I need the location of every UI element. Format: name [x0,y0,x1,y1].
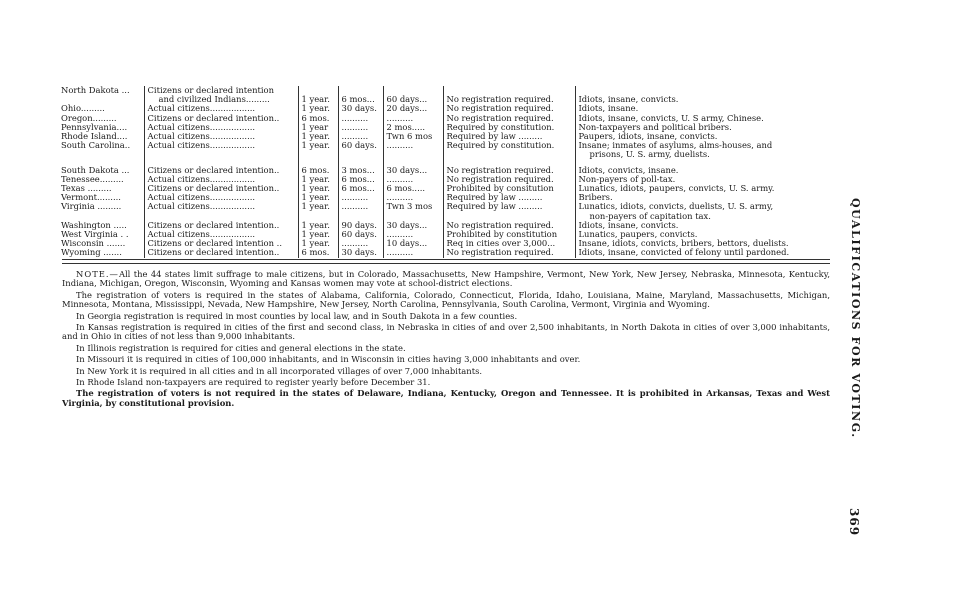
state-residence-cell: 1 year. [298,95,338,104]
disqualified-cell: Idiots, insane, convicts. [575,221,825,230]
registration-cell: Required by constitution. [443,141,575,150]
table-row [58,123,825,132]
citizenship-cell: Actual citizens................. [144,202,298,211]
precinct-residence-cell: .......... [383,248,443,257]
registration-cell: No registration required. [443,221,575,230]
citizenship-cell: Citizens or declared intention.. [144,221,298,230]
state-residence-cell: 1 year. [298,193,338,202]
table-row [58,202,825,211]
disqualified-cell: Non-taxpayers and political bribers. [575,123,825,132]
county-residence-cell: 60 days. [338,141,383,150]
registration-cell: Required by constitution. [443,123,575,132]
registration-cell [443,86,575,95]
table-row [58,193,825,202]
precinct-residence-cell [383,212,443,221]
precinct-residence-cell: 60 days... [383,95,443,104]
page-number: 369 [847,508,861,537]
table-row [58,150,825,159]
state-residence-cell: 1 year. [298,202,338,211]
state-cell: Ohio......... [61,104,105,114]
registration-cell: Required by law ......... [443,132,575,141]
county-residence-cell: 30 days. [338,248,383,257]
county-residence-cell [338,150,383,159]
disqualified-cell: Idiots, convicts, insane. [575,160,825,175]
citizenship-cell: Actual citizens................. [144,193,298,202]
note-paragraph-5: In Illinois registration is required for cities and general elections in the state. [76,342,406,353]
note-paragraph-9: The registration of voters is not required in the states of Delaware, Indiana, Kentucky, Oregon and Tennessee. It is prohibited in Arkansas, Texas and West Virginia, by constitutional provision. [62,388,830,408]
state-residence-cell: 6 mos. [298,114,338,123]
precinct-residence-cell [383,86,443,95]
disqualified-cell: Insane; inmates of asylums, alms-houses, and [575,141,825,150]
note-lead: NOTE.— [76,269,119,279]
county-residence-cell: 6 mos... [338,175,383,184]
state-residence-cell: 1 year. [298,230,338,239]
state-cell [58,95,144,104]
county-residence-cell: .......... [338,239,383,248]
running-head-title: QUALIFICATIONS FOR VOTING. [849,198,862,439]
county-residence-cell [338,86,383,95]
precinct-residence-cell: 6 mos..... [383,184,443,193]
citizenship-cell: Actual citizens................. [144,230,298,239]
disqualified-cell: Idiots, insane, convicts, U. S army, Chinese. [575,114,825,123]
note-paragraph-6: In Missouri it is required in cities of 100,000 inhabitants, and in Wisconsin in cities having 3,000 inhabitants and over. [76,354,581,365]
table-row [58,95,825,104]
county-residence-cell: .......... [338,123,383,132]
state-cell [58,150,144,159]
citizenship-cell: Citizens or declared intention .. [144,239,298,248]
registration-cell: Req in cities over 3,000... [443,239,575,248]
citizenship-cell: Actual citizens................. [144,132,298,141]
precinct-residence-cell: 2 mos..... [383,123,443,132]
disqualified-cell: prisons, U. S. army, duelists. [575,150,825,159]
citizenship-cell [144,212,298,221]
state-residence-cell [298,86,338,95]
table-body [58,86,825,258]
state-residence-cell: 1 year. [298,239,338,248]
note-paragraph-2: The registration of voters is required in the states of Alabama, California, Colorado, Connecticut, Florida, Idaho, Louisiana, Maine, Maryland, Massachusetts, Michigan, Minnesota, Montana, Mississippi, Nevada, New Hampshire, New Jersey, North Carolina, Pennsylvania, South Carolina, Vermont, Virginia and Wyoming. [62,289,830,310]
citizenship-cell: Citizens or declared intention.. [144,160,298,175]
note-paragraph-1 [62,270,830,289]
table-row [58,114,825,123]
registration-cell: No registration required. [443,104,575,113]
county-residence-cell: 6 mos... [338,184,383,193]
state-cell: Rhode Island.... [61,132,128,142]
footnote-section [62,270,830,410]
citizenship-cell: Citizens or declared intention [144,86,298,95]
precinct-residence-cell: .......... [383,193,443,202]
table-row [58,160,825,175]
state-residence-cell: 1 year. [298,221,338,230]
citizenship-cell: Actual citizens................. [144,104,298,113]
precinct-residence-cell [383,150,443,159]
county-residence-cell: 60 days. [338,230,383,239]
registration-cell [443,212,575,221]
state-residence-cell [298,212,338,221]
state-residence-cell: 6 mos. [298,248,338,257]
county-residence-cell: 3 mos... [338,160,383,175]
table-row [58,230,825,239]
registration-cell: Required by law ......... [443,202,575,211]
disqualified-cell: Idiots, insane, convicted of felony until pardoned. [575,248,825,257]
citizenship-cell [144,150,298,159]
county-residence-cell: .......... [338,202,383,211]
table-row [58,104,825,113]
table-row [58,141,825,150]
state-residence-cell: 1 year [298,123,338,132]
registration-cell: No registration required. [443,114,575,123]
voting-qualifications-table [58,86,825,258]
citizenship-cell: Actual citizens................. [144,141,298,150]
disqualified-cell: Lunatics, idiots, paupers, convicts, U. S. army. [575,184,825,193]
disqualified-cell: Lunatics, paupers, convicts. [575,230,825,239]
table-row [58,184,825,193]
county-residence-cell: .......... [338,193,383,202]
state-cell: West Virginia . . [61,230,129,240]
county-residence-cell: 30 days. [338,104,383,113]
state-cell: Wisconsin ....... [61,239,126,249]
state-cell: Tenessee......... [61,174,124,184]
state-cell: Vermont......... [61,193,121,203]
county-residence-cell: .......... [338,114,383,123]
disqualified-cell: Paupers, idiots, insane, convicts. [575,132,825,141]
table-row [58,86,825,95]
note-paragraph-8: In Rhode Island non-taxpayers are required to register yearly before December 31. [76,377,431,388]
state-cell: South Dakota ... [61,164,130,175]
precinct-residence-cell: .......... [383,175,443,184]
state-residence-cell: 1 year. [298,141,338,150]
state-cell [58,212,144,221]
state-residence-cell: 1 year. [298,175,338,184]
table-row [58,175,825,184]
registration-cell: No registration required. [443,160,575,175]
note-text-1: All the 44 states limit suffrage to male citizens, but in Colorado, Massachusetts, New Hampshire, Vermont, New York, New Jersey, Nebraska, Minnesota, Kentucky, Indiana, Michigan, Oregon, Wisconsin, Wyoming and Kansas women may vote at school-district elections. [62,269,830,289]
registration-cell: Required by law ......... [443,193,575,202]
state-residence-cell [298,150,338,159]
state-residence-cell: 6 mos. [298,160,338,175]
state-cell: South Carolina.. [61,141,131,151]
double-rule-divider [62,259,830,264]
registration-cell [443,150,575,159]
precinct-residence-cell: Twn 6 mos [383,132,443,141]
table-row [58,132,825,141]
precinct-residence-cell: 20 days... [383,104,443,113]
county-residence-cell [338,212,383,221]
registration-cell: No registration required. [443,248,575,257]
disqualified-cell: Non-payers of poll-tax. [575,175,825,184]
precinct-residence-cell: .......... [383,230,443,239]
state-cell: Oregon......... [61,113,117,123]
state-cell: Virginia ......... [61,202,122,212]
citizenship-cell: Actual citizens................. [144,175,298,184]
disqualified-cell [575,86,825,95]
disqualified-cell: Idiots, insane, convicts. [575,95,825,104]
disqualified-cell: Lunatics, idiots, convicts, duelists, U. S. army, [575,202,825,211]
precinct-residence-cell: 30 days... [383,221,443,230]
citizenship-cell: and civilized Indians......... [144,95,298,104]
state-cell: Texas ......... [61,184,112,194]
state-cell: Washington ..... [61,220,127,230]
state-cell: Pennsylvania.... [61,122,128,132]
disqualified-cell: Idiots, insane. [575,104,825,113]
note-paragraph-3: In Georgia registration is required in most counties by local law, and in South Dakota in a few counties. [76,310,518,321]
registration-cell: No registration required. [443,175,575,184]
registration-cell: No registration required. [443,95,575,104]
county-residence-cell: 6 mos... [338,95,383,104]
precinct-residence-cell: .......... [383,114,443,123]
state-cell: North Dakota ... [61,86,130,95]
note-paragraph-4: In Kansas registration is required in cities of the first and second class, in Nebraska in cities of and over 2,500 inhabitants, in North Dakota in cities of over 3,000 inhabitants, and in Ohio in cities of not less than 9,000 inhabitants. [62,322,830,342]
table-row [58,212,825,221]
table-row [58,239,825,248]
citizenship-cell: Actual citizens................. [144,123,298,132]
citizenship-cell: Citizens or declared intention.. [144,114,298,123]
precinct-residence-cell: 10 days... [383,239,443,248]
registration-cell: Prohibited by constitution [443,230,575,239]
state-cell: Wyoming ....... [61,248,122,258]
precinct-residence-cell: 30 days... [383,160,443,175]
state-residence-cell: 1 year. [298,132,338,141]
state-residence-cell: 1 year. [298,184,338,193]
registration-cell: Prohibited by consitution [443,184,575,193]
disqualified-cell: non-payers of capitation tax. [575,212,825,221]
note-paragraph-7: In New York it is required in all cities and in all incorporated villages of over 7,000 inhabitants. [76,365,483,376]
disqualified-cell: Bribers. [575,193,825,202]
disqualified-cell: Insane, idiots, convicts, bribers, bettors, duelists. [575,239,825,248]
county-residence-cell: 90 days. [338,221,383,230]
table-row [58,248,825,257]
citizenship-cell: Citizens or declared intention.. [144,184,298,193]
citizenship-cell: Citizens or declared intention.. [144,248,298,257]
precinct-residence-cell: .......... [383,141,443,150]
county-residence-cell: .......... [338,132,383,141]
table-row [58,221,825,230]
state-residence-cell: 1 year. [298,104,338,113]
precinct-residence-cell: Twn 3 mos [383,202,443,211]
